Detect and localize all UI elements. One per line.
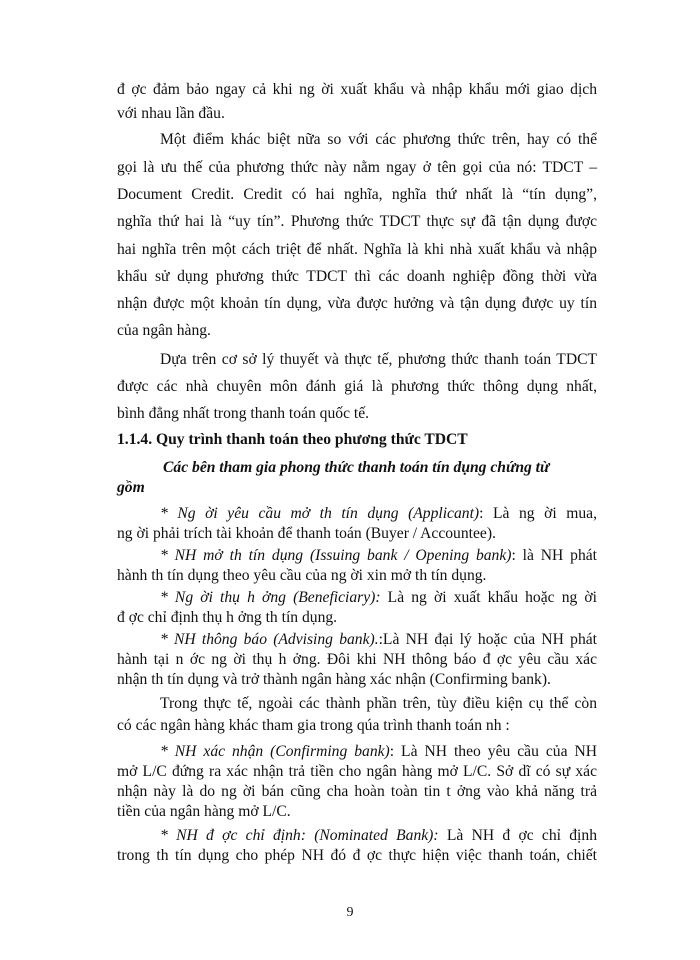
paragraph-2-line-3: Document Credit. Credit có hai nghĩa, nghĩa thứ nhất là “tín dụng”, (117, 186, 597, 203)
paragraph-2-line-2: gọi là ưu thế của phương thức này nằm ngay ở tên gọi của nó: TDCT – (117, 159, 597, 176)
paragraph-other-line-2: có các ngân hàng khác tham gia trong qúa trình thanh toán nh : (117, 717, 510, 734)
paragraph-3-line-3: bình đẳng nhất trong thanh toán quốc tế. (117, 405, 370, 422)
paragraph-2-line-5: hai nghĩa trên một cách triệt để nhất. Nghĩa là khi nhà xuất khẩu và nhập (117, 241, 597, 258)
party-nominated-bank-desc: Là NH đ ợc chỉ định (438, 827, 597, 844)
party-issuing-bank-desc: : là NH phát (511, 547, 598, 564)
paragraph-3-line-1: Dựa trên cơ sở lý thuyết và thực tế, phương thức thanh toán TDCT (160, 351, 597, 368)
party-nominated-bank-term: * NH đ ợc chỉ định: (Nominated Bank): (160, 827, 439, 844)
party-confirming-bank-desc: : Là NH theo yêu cầu của NH (389, 743, 597, 760)
party-confirming-bank-line-4: tiền của ngân hàng mở L/C. (117, 803, 291, 820)
paragraph-3-line-2: được các nhà chuyên môn đánh giá là phương thức thông dụng nhất, (117, 378, 597, 395)
party-beneficiary-line-1 (160, 588, 597, 608)
paragraph-2-line-6: khẩu sử dụng phương thức TDCT thì các doanh nghiệp đồng thời vừa (117, 268, 597, 285)
party-advising-bank-term: * NH thông báo (Advising bank). (160, 631, 379, 648)
party-advising-bank-line-1 (160, 630, 597, 650)
paragraph-2-line-8: của ngân hàng. (117, 322, 211, 339)
party-beneficiary-desc: Là ng ời xuất khẩu hoặc ng ời (380, 589, 597, 606)
party-advising-bank-line-3: nhận th tín dụng và trở thành ngân hàng xác nhận (Confirming bank). (117, 671, 551, 688)
section-subheading-line-1: Các bên tham gia phong thức thanh toán tín dụng chứng từ (163, 459, 550, 476)
section-heading: 1.1.4. Quy trình thanh toán theo phương thức TDCT (117, 431, 468, 448)
paragraph-other-line-1: Trong thực tế, ngoài các thành phần trên, tùy điều kiện cụ thể còn (160, 695, 597, 712)
party-nominated-bank-line-1 (160, 826, 597, 846)
party-beneficiary-line-2: đ ợc chỉ định thụ h ởng th tín dụng. (117, 609, 338, 626)
party-beneficiary-term: * Ng ời thụ h ởng (Beneficiary): (160, 589, 381, 606)
party-applicant-desc: : Là ng ời mua, (479, 505, 597, 522)
party-applicant-term: * Ng ời yêu cầu mở th tín dụng (Applicant) (160, 505, 480, 522)
page-number: 9 (346, 905, 354, 920)
party-confirming-bank-term: * NH xác nhận (Confirming bank) (160, 743, 390, 760)
party-applicant-line-2: ng ời phải trích tài khoản để thanh toán (Buyer / Accountee). (117, 525, 496, 542)
paragraph-1-line-1: đ ợc đảm bảo ngay cả khi ng ời xuất khẩu và nhập khẩu mới giao dịch (117, 81, 597, 98)
party-issuing-bank-line-1 (160, 546, 597, 566)
paragraph-1-line-2: với nhau lần đầu. (117, 105, 225, 122)
party-advising-bank-desc: :Là NH đại lý hoặc của NH phát (378, 631, 597, 648)
section-subheading-line-2: gồm (117, 479, 145, 496)
party-confirming-bank-line-1 (160, 742, 597, 762)
party-confirming-bank-line-3: nhận này là do ng ời bán cũng cha hoàn toàn tin t ởng vào khả năng trả (117, 783, 597, 800)
paragraph-2-line-4: nghĩa thứ hai là “uy tín”. Phương thức TDCT thực sự đã tận dụng được (117, 213, 597, 230)
party-issuing-bank-term: * NH mở th tín dụng (Issuing bank / Opening bank) (160, 547, 512, 564)
party-nominated-bank-line-2: trong th tín dụng cho phép NH đó đ ợc thực hiện việc thanh toán, chiết (117, 847, 597, 864)
party-advising-bank-line-2: hành tại n ớc ng ời thụ h ởng. Đôi khi NH thông báo đ ợc yêu cầu xác (117, 651, 597, 668)
party-confirming-bank-line-2: mở L/C đứng ra xác nhận trả tiền cho ngân hàng mở L/C. Sở dĩ có sự xác (117, 763, 597, 780)
party-applicant-line-1 (160, 504, 597, 524)
paragraph-2-line-1: Một điểm khác biệt nữa so với các phương thức trên, hay có thể (160, 131, 597, 148)
party-issuing-bank-line-2: hành th tín dụng theo yêu cầu của ng ời xin mở th tín dụng. (117, 567, 487, 584)
paragraph-2-line-7: nhận được một khoản tín dụng, vừa được hưởng và tận dụng được uy tín (117, 295, 597, 312)
